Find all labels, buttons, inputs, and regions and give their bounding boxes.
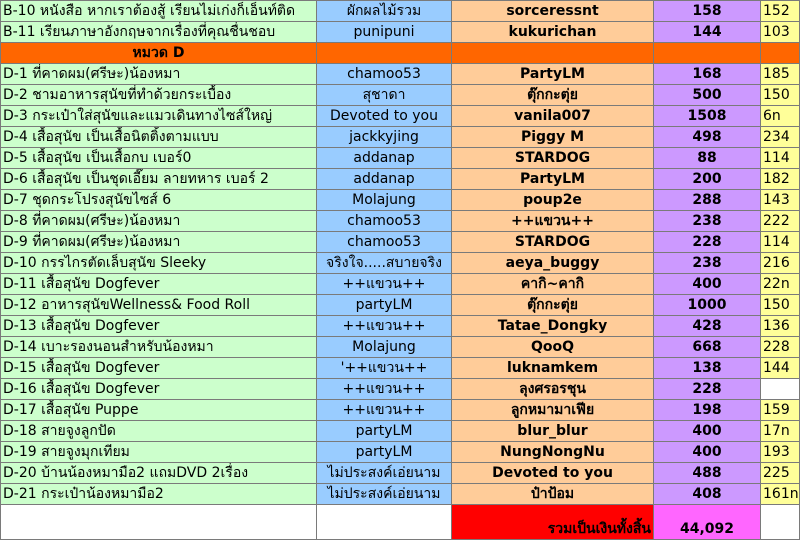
section-header-label[interactable]: หมวด D (1, 43, 317, 64)
sheet-body (1, 1, 800, 540)
donor-cell[interactable]: ผักผลไม้รวม (317, 1, 452, 22)
item-cell[interactable]: D-21 กระเป๋าน้องหมามือ2 (1, 484, 317, 505)
item-cell[interactable]: D-13 เสื้อสุนัข Dogfever (1, 316, 317, 337)
item-cell[interactable]: D-19 สายจูงมุกเทียม (1, 442, 317, 463)
donor-cell[interactable]: addanap (317, 148, 452, 169)
table-row (1, 400, 800, 421)
price-cell[interactable]: 288 (654, 190, 761, 211)
donor-cell[interactable]: chamoo53 (317, 211, 452, 232)
table-row (1, 1, 800, 22)
table-row (1, 64, 800, 85)
donor-cell[interactable]: Molajung (317, 190, 452, 211)
table-row (1, 442, 800, 463)
donor-cell[interactable]: addanap (317, 169, 452, 190)
extra-cell[interactable]: 150 (761, 295, 800, 316)
item-cell[interactable]: D-3 กระเป๋าใส่สุนัขและแมวเดินทางไซส์ใหญ่ (1, 106, 317, 127)
table-row (1, 316, 800, 337)
extra-cell[interactable]: 114 (761, 148, 800, 169)
item-cell[interactable]: D-10 กรรไกรตัดเล็บสุนัข Sleeky (1, 253, 317, 274)
price-cell[interactable]: 158 (654, 1, 761, 22)
item-cell[interactable]: D-2 ชามอาหารสุนัขที่ทำด้วยกระเบื้อง (1, 85, 317, 106)
price-cell[interactable]: 488 (654, 463, 761, 484)
price-cell[interactable]: 400 (654, 274, 761, 295)
price-cell[interactable]: 238 (654, 211, 761, 232)
extra-cell[interactable]: 228 (761, 337, 800, 358)
extra-cell[interactable]: 185 (761, 64, 800, 85)
item-cell[interactable]: D-17 เสื้อสุนัข Puppe (1, 400, 317, 421)
price-cell[interactable]: 1508 (654, 106, 761, 127)
winner-cell[interactable]: STARDOG (452, 148, 654, 169)
extra-cell[interactable]: 136 (761, 316, 800, 337)
price-cell[interactable]: 428 (654, 316, 761, 337)
section-header-fill[interactable] (761, 43, 800, 64)
extra-cell[interactable]: 103 (761, 22, 800, 43)
price-cell[interactable]: 228 (654, 379, 761, 400)
winner-cell[interactable]: aeya_buggy (452, 253, 654, 274)
winner-cell[interactable]: blur_blur (452, 421, 654, 442)
extra-cell[interactable]: 152 (761, 1, 800, 22)
extra-cell[interactable]: 225 (761, 463, 800, 484)
price-cell[interactable]: 400 (654, 442, 761, 463)
winner-cell[interactable]: poup2e (452, 190, 654, 211)
extra-cell[interactable]: 216 (761, 253, 800, 274)
table-row (1, 463, 800, 484)
item-cell[interactable]: D-1 ที่คาดผม(ศรีษะ)น้องหมา (1, 64, 317, 85)
extra-cell[interactable]: 182 (761, 169, 800, 190)
winner-cell[interactable]: luknamkem (452, 358, 654, 379)
table-row (1, 379, 800, 400)
donor-cell[interactable]: ++แขวน++ (317, 400, 452, 421)
extra-cell[interactable]: 17n (761, 421, 800, 442)
table-row (1, 484, 800, 505)
price-cell[interactable]: 668 (654, 337, 761, 358)
price-cell[interactable]: 500 (654, 85, 761, 106)
table-row (1, 421, 800, 442)
extra-cell[interactable]: 161n (761, 484, 800, 505)
winner-cell[interactable]: STARDOG (452, 232, 654, 253)
price-cell[interactable]: 408 (654, 484, 761, 505)
winner-cell[interactable]: ลูกหมามาเฟีย (452, 400, 654, 421)
item-cell[interactable]: D-20 บ้านน้องหมามือ2 แถมDVD 2เรื่อง (1, 463, 317, 484)
donor-cell[interactable]: '++แขวน++ (317, 358, 452, 379)
price-cell[interactable]: 88 (654, 148, 761, 169)
item-cell[interactable]: D-6 เสื้อสุนัข เป็นชุดเอี๊ยม ลายทหาร เบอร์ 2 (1, 169, 317, 190)
table-row (1, 190, 800, 211)
table-row (1, 169, 800, 190)
donor-cell[interactable]: chamoo53 (317, 232, 452, 253)
table-row (1, 106, 800, 127)
item-cell[interactable]: D-8 ที่คาดผม(ศรีษะ)น้องหมา (1, 211, 317, 232)
price-cell[interactable]: 168 (654, 64, 761, 85)
table-row (1, 148, 800, 169)
winner-cell[interactable]: ตุ๊กกะตุ่ย (452, 85, 654, 106)
item-cell[interactable]: D-16 เสื้อสุนัข Dogfever (1, 379, 317, 400)
table-row (1, 22, 800, 43)
donor-cell[interactable]: สุชาดา (317, 85, 452, 106)
price-cell[interactable]: 400 (654, 421, 761, 442)
table-row (1, 127, 800, 148)
table-row (1, 211, 800, 232)
winner-cell[interactable]: PartyLM (452, 169, 654, 190)
extra-cell[interactable]: 114 (761, 232, 800, 253)
winner-cell[interactable]: ลุงศรอรชุน (452, 379, 654, 400)
extra-cell[interactable] (761, 379, 800, 400)
item-cell[interactable]: B-10 หนังสือ หากเราต้องสู้ เรียนไม่เก่งก็เอ็นท์ติด (1, 1, 317, 22)
extra-cell[interactable]: 193 (761, 442, 800, 463)
item-cell[interactable]: D-4 เสื้อสุนัข เป็นเสื้อนิตติ้งตามแบบ (1, 127, 317, 148)
extra-cell[interactable]: 222 (761, 211, 800, 232)
price-cell[interactable]: 200 (654, 169, 761, 190)
extra-cell[interactable]: 6n (761, 106, 800, 127)
price-cell[interactable]: 498 (654, 127, 761, 148)
item-cell[interactable]: D-12 อาหารสุนัขWellness& Food Roll (1, 295, 317, 316)
donor-cell[interactable]: chamoo53 (317, 64, 452, 85)
item-cell[interactable]: D-14 เบาะรองนอนสำหรับน้องหมา (1, 337, 317, 358)
total-row (1, 505, 800, 540)
price-cell[interactable]: 228 (654, 232, 761, 253)
table-row (1, 232, 800, 253)
donor-cell[interactable]: จริงใจ.....สบายจริง (317, 253, 452, 274)
table-row (1, 274, 800, 295)
winner-cell[interactable]: NungNongNu (452, 442, 654, 463)
empty-cell[interactable] (1, 505, 317, 540)
winner-cell[interactable]: คากิ~คากิ (452, 274, 654, 295)
empty-cell[interactable] (317, 505, 452, 540)
item-cell[interactable]: D-7 ชุดกระโปรงสุนัขไซส์ 6 (1, 190, 317, 211)
donor-cell[interactable]: ไม่ประสงค์เอ่ยนาม (317, 484, 452, 505)
total-value[interactable]: 44,092 (654, 505, 761, 540)
donor-cell[interactable]: partyLM (317, 295, 452, 316)
donor-cell[interactable]: ++แขวน++ (317, 379, 452, 400)
table-row (1, 337, 800, 358)
extra-cell[interactable]: 143 (761, 190, 800, 211)
winner-cell[interactable]: ตุ๊กกะตุ่ย (452, 295, 654, 316)
price-cell[interactable]: 198 (654, 400, 761, 421)
empty-cell[interactable] (761, 505, 800, 540)
winner-cell[interactable]: kukurichan (452, 22, 654, 43)
extra-cell[interactable]: 234 (761, 127, 800, 148)
section-header-fill[interactable] (654, 43, 761, 64)
donor-cell[interactable]: jackkyjing (317, 127, 452, 148)
donor-cell[interactable]: ไม่ประสงค์เอ่ยนาม (317, 463, 452, 484)
price-cell[interactable]: 238 (654, 253, 761, 274)
donor-cell[interactable]: partyLM (317, 442, 452, 463)
item-cell[interactable]: B-11 เรียนภาษาอังกฤษจากเรื่องที่คุณชื่นชอบ (1, 22, 317, 43)
extra-cell[interactable]: 22n (761, 274, 800, 295)
item-cell[interactable]: D-18 สายจูงลูกปัด (1, 421, 317, 442)
total-label[interactable]: รวมเป็นเงินทั้งสิ้น (452, 505, 654, 540)
winner-cell[interactable]: Piggy M (452, 127, 654, 148)
winner-cell[interactable]: sorceressnt (452, 1, 654, 22)
price-cell[interactable]: 144 (654, 22, 761, 43)
section-header-row (1, 43, 800, 64)
winner-cell[interactable]: Tatae_Dongky (452, 316, 654, 337)
table-row (1, 85, 800, 106)
price-cell[interactable]: 1000 (654, 295, 761, 316)
table-row (1, 295, 800, 316)
winner-cell[interactable]: ป๋าป้อม (452, 484, 654, 505)
donor-cell[interactable]: punipuni (317, 22, 452, 43)
item-cell[interactable]: D-5 เสื้อสุนัข เป็นเสื้อกบ เบอร์0 (1, 148, 317, 169)
winner-cell[interactable]: PartyLM (452, 64, 654, 85)
winner-cell[interactable]: ++แขวน++ (452, 211, 654, 232)
item-cell[interactable]: D-15 เสื้อสุนัข Dogfever (1, 358, 317, 379)
winner-cell[interactable]: Devoted to you (452, 463, 654, 484)
extra-cell[interactable]: 150 (761, 85, 800, 106)
section-header-fill[interactable] (452, 43, 654, 64)
section-header-fill[interactable] (317, 43, 452, 64)
extra-cell[interactable]: 159 (761, 400, 800, 421)
donor-cell[interactable]: ++แขวน++ (317, 316, 452, 337)
donor-cell[interactable]: Molajung (317, 337, 452, 358)
price-cell[interactable]: 138 (654, 358, 761, 379)
table-row (1, 253, 800, 274)
winner-cell[interactable]: vanila007 (452, 106, 654, 127)
winner-cell[interactable]: QooQ (452, 337, 654, 358)
donor-cell[interactable]: ++แขวน++ (317, 274, 452, 295)
donor-cell[interactable]: partyLM (317, 421, 452, 442)
item-cell[interactable]: D-9 ที่คาดผม(ศรีษะ)น้องหมา (1, 232, 317, 253)
item-cell[interactable]: D-11 เสื้อสุนัข Dogfever (1, 274, 317, 295)
table-row (1, 358, 800, 379)
donor-cell[interactable]: Devoted to you (317, 106, 452, 127)
extra-cell[interactable]: 144 (761, 358, 800, 379)
